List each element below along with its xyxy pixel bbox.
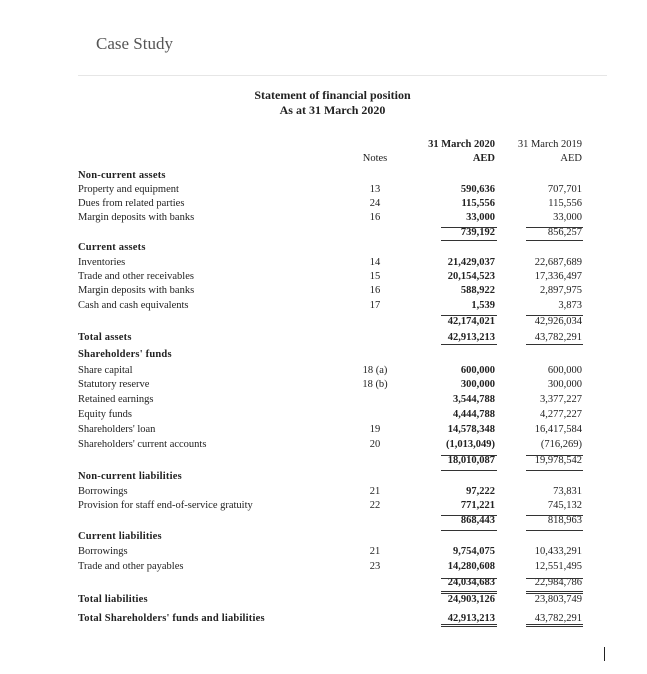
note-ref: 19 — [369, 424, 381, 435]
section-heading: Total liabilities — [78, 594, 148, 605]
current-year-value: 42,913,213 — [447, 332, 495, 343]
line-item-label: Borrowings — [78, 546, 128, 557]
prior-year-value: 22,984,786 — [534, 577, 582, 588]
note-ref: 14 — [369, 257, 381, 268]
double-rule — [526, 626, 583, 627]
notes-column-header: Notes — [362, 153, 388, 164]
current-year-value: 3,544,788 — [453, 394, 495, 405]
prior-year-value: 707,701 — [547, 184, 582, 195]
note-ref: 20 — [369, 439, 381, 450]
prior-year-value: 19,978,542 — [534, 455, 582, 466]
note-ref: 22 — [369, 500, 381, 511]
current-year-value: 590,636 — [460, 184, 495, 195]
section-heading: Total assets — [78, 332, 132, 343]
prior-year-value: 23,803,749 — [534, 594, 582, 605]
note-ref: 15 — [369, 271, 381, 282]
subtotal-rule — [441, 530, 497, 531]
note-ref: 16 — [369, 212, 381, 223]
current-year-value: 18,010,087 — [447, 455, 495, 466]
prior-year-value: 33,000 — [553, 212, 582, 223]
current-year-value: 300,000 — [460, 379, 495, 390]
line-item-label: Statutory reserve — [78, 379, 150, 390]
subtotal-rule — [526, 344, 583, 345]
prior-year-value: 22,687,689 — [534, 257, 582, 268]
line-item-label: Equity funds — [78, 409, 132, 420]
section-heading: Shareholders' funds — [78, 349, 172, 360]
section-heading: Current liabilities — [78, 531, 162, 542]
prior-year-value: 12,551,495 — [534, 561, 582, 572]
current-year-value: 24,903,126 — [447, 594, 495, 605]
subtotal-rule — [526, 591, 583, 592]
prior-year-value: (716,269) — [540, 439, 582, 450]
current-year-value: 42,913,213 — [447, 613, 495, 624]
note-ref: 21 — [369, 486, 381, 497]
prior-year-value: 856,257 — [547, 227, 582, 238]
section-heading: Non-current liabilities — [78, 471, 182, 482]
current-year-value: 24,034,683 — [447, 577, 495, 588]
double-rule — [526, 624, 583, 625]
subtotal-rule — [441, 470, 497, 471]
note-ref: 13 — [369, 184, 381, 195]
line-item-label: Trade and other receivables — [78, 271, 194, 282]
current-year-value: (1,013,049) — [446, 439, 495, 450]
subtotal-rule — [526, 515, 583, 516]
current-year-value: 771,221 — [460, 500, 495, 511]
current-year-value: 868,443 — [460, 515, 495, 526]
subtotal-rule — [441, 240, 497, 241]
current-year-value: 20,154,523 — [447, 271, 495, 282]
prior-year-value: 818,963 — [547, 515, 582, 526]
subtotal-rule — [526, 530, 583, 531]
section-heading: Total Shareholders' funds and liabilities — [78, 613, 265, 624]
prior-year-value: 300,000 — [547, 379, 582, 390]
line-item-label: Inventories — [78, 257, 126, 268]
prior-year-value: 17,336,497 — [534, 271, 582, 282]
current-year-value: 739,192 — [460, 227, 495, 238]
double-rule — [441, 626, 497, 627]
statement-title: Statement of financial position — [254, 88, 411, 102]
line-item-label: Margin deposits with banks — [78, 285, 195, 296]
current-year-value: 14,578,348 — [447, 424, 495, 435]
prior-year-value: 115,556 — [548, 198, 582, 209]
note-ref: 24 — [369, 198, 381, 209]
subtotal-rule — [441, 227, 497, 228]
note-ref: 18 (b) — [362, 379, 388, 390]
prior-year-value: 16,417,584 — [534, 424, 582, 435]
subtotal-rule — [526, 455, 583, 456]
subtotal-rule — [526, 578, 583, 579]
current-year-value: 33,000 — [466, 212, 495, 223]
current-year-value: 1,539 — [471, 300, 495, 311]
double-rule — [441, 624, 497, 625]
subtotal-rule — [441, 515, 497, 516]
line-item-label: Trade and other payables — [78, 561, 184, 572]
text-cursor — [604, 647, 605, 661]
page-header-title: Case Study — [96, 34, 173, 53]
line-item-label: Retained earnings — [78, 394, 154, 405]
note-ref: 18 (a) — [362, 365, 388, 376]
subtotal-rule — [441, 455, 497, 456]
prior-year-currency: AED — [560, 153, 582, 164]
current-year-value: 588,922 — [460, 285, 495, 296]
subtotal-rule — [441, 344, 497, 345]
prior-year-value: 3,873 — [558, 300, 582, 311]
current-year-value: 4,444,788 — [453, 409, 495, 420]
prior-year-header: 31 March 2019 — [517, 139, 582, 150]
line-item-label: Property and equipment — [78, 184, 179, 195]
current-year-value: 97,222 — [466, 486, 495, 497]
subtotal-rule — [526, 470, 583, 471]
current-year-currency: AED — [472, 153, 495, 164]
subtotal-rule — [441, 591, 497, 592]
section-heading: Non-current assets — [78, 170, 166, 181]
statement-title-block — [250, 88, 415, 118]
subtotal-rule — [441, 578, 497, 579]
current-year-value: 115,556 — [461, 198, 495, 209]
header-divider — [78, 75, 607, 76]
prior-year-value: 43,782,291 — [534, 613, 582, 624]
statement-subtitle: As at 31 March 2020 — [279, 103, 386, 117]
note-ref: 21 — [369, 546, 381, 557]
line-item-label: Shareholders' current accounts — [78, 439, 207, 450]
prior-year-value: 10,433,291 — [534, 546, 582, 557]
subtotal-rule — [441, 593, 497, 594]
subtotal-rule — [526, 240, 583, 241]
note-ref: 16 — [369, 285, 381, 296]
line-item-label: Borrowings — [78, 486, 128, 497]
line-item-label: Dues from related parties — [78, 198, 185, 209]
line-item-label: Cash and cash equivalents — [78, 300, 189, 311]
subtotal-rule — [526, 315, 583, 316]
prior-year-value: 3,377,227 — [540, 394, 582, 405]
prior-year-value: 2,897,975 — [540, 285, 582, 296]
prior-year-value: 600,000 — [547, 365, 582, 376]
prior-year-value: 745,132 — [547, 500, 582, 511]
note-ref: 17 — [369, 300, 381, 311]
note-ref: 23 — [369, 561, 381, 572]
line-item-label: Margin deposits with banks — [78, 212, 195, 223]
section-heading: Current assets — [78, 242, 146, 253]
prior-year-value: 43,782,291 — [534, 332, 582, 343]
current-year-value: 14,280,608 — [447, 561, 495, 572]
subtotal-rule — [526, 227, 583, 228]
current-year-header: 31 March 2020 — [428, 139, 495, 150]
current-year-value: 9,754,075 — [453, 546, 495, 557]
current-year-value: 21,429,037 — [447, 257, 495, 268]
line-item-label: Shareholders' loan — [78, 424, 156, 435]
subtotal-rule — [526, 593, 583, 594]
prior-year-value: 42,926,034 — [534, 316, 582, 327]
current-year-value: 42,174,021 — [447, 316, 495, 327]
current-year-value: 600,000 — [460, 365, 495, 376]
prior-year-value: 4,277,227 — [540, 409, 582, 420]
line-item-label: Share capital — [78, 365, 133, 376]
subtotal-rule — [441, 315, 497, 316]
line-item-label: Provision for staff end-of-service gratuity — [78, 500, 253, 511]
prior-year-value: 73,831 — [553, 486, 582, 497]
